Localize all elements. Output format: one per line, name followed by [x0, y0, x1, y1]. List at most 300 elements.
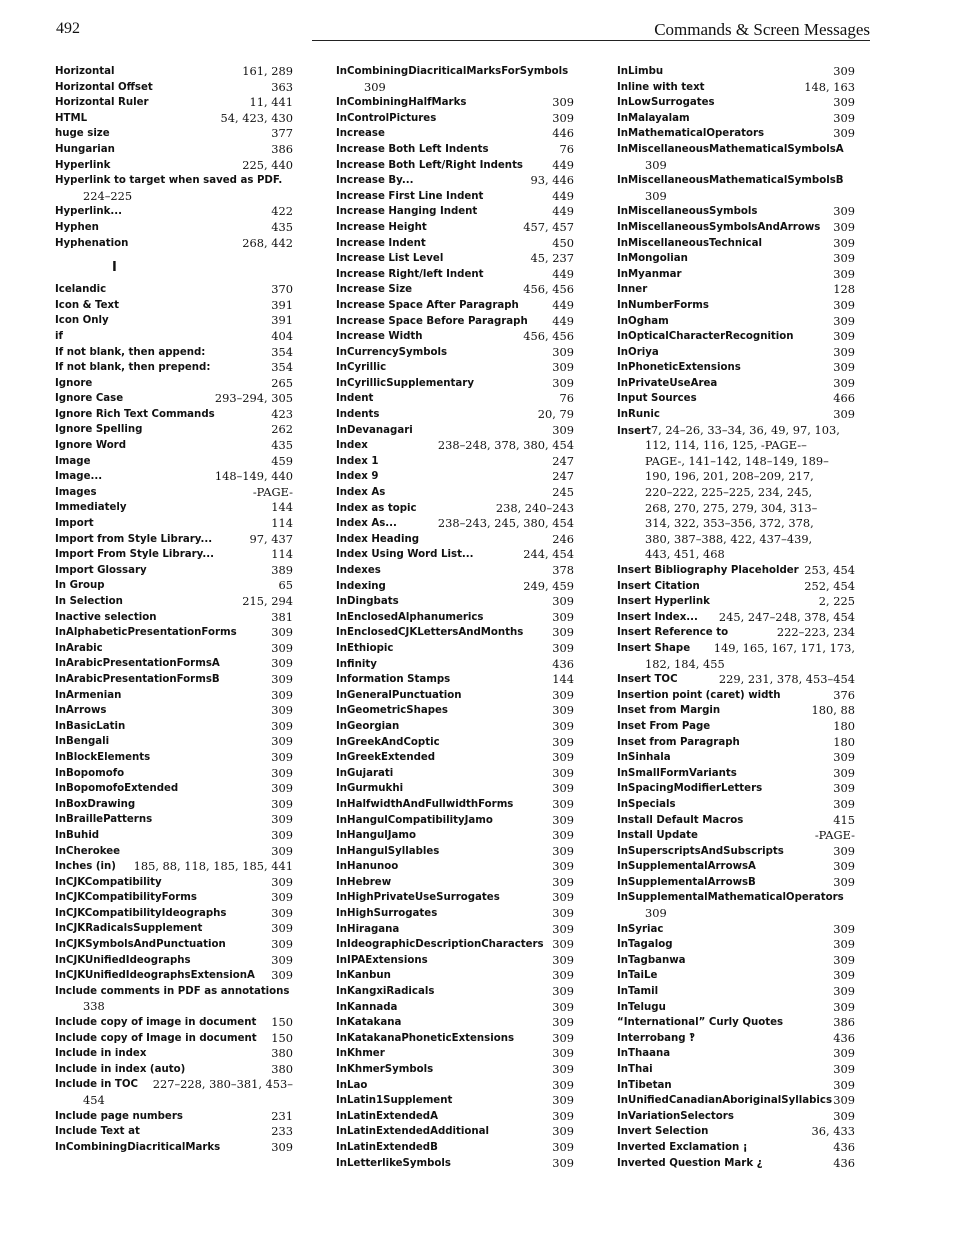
index-entry: [55, 1109, 293, 1125]
index-term: Indent: [336, 393, 374, 405]
index-term: Immediately: [55, 502, 127, 514]
index-pages: 309: [552, 360, 574, 375]
index-pages: 380: [271, 1046, 293, 1061]
index-term: InSpecials: [617, 798, 676, 810]
index-pages: 238–243, 245, 380, 454: [437, 516, 574, 531]
index-entry: [336, 1124, 574, 1140]
index-pages: 309: [271, 812, 293, 827]
index-entry: [336, 298, 574, 314]
index-entry: [336, 532, 574, 548]
index-pages: 309: [833, 859, 855, 874]
index-entry: [617, 329, 855, 345]
index-pages: 309: [833, 95, 855, 110]
index-entry: [336, 844, 574, 860]
index-entry: [617, 781, 855, 797]
index-term: Index as topic: [336, 502, 417, 514]
index-pages: 309: [271, 1139, 293, 1154]
index-term: InOpticalCharacterRecognition: [617, 331, 794, 343]
index-entry: [617, 345, 855, 361]
index-pages: 415: [833, 812, 855, 827]
index-pages: 436: [833, 1155, 855, 1170]
index-pages: 457, 457: [523, 219, 574, 234]
index-pages: 309: [271, 640, 293, 655]
index-entry: [617, 1000, 855, 1016]
index-entry: [336, 563, 574, 579]
index-term: InGeorgian: [336, 720, 400, 732]
index-pages: 309: [552, 906, 574, 921]
index-pages: 265: [271, 375, 293, 390]
index-pages: 309: [833, 375, 855, 390]
index-term: Include comments in PDF as annotations: [55, 985, 290, 997]
index-pages: 309: [833, 874, 855, 889]
index-pages: 378: [552, 563, 574, 577]
index-entry-continued: [617, 189, 855, 205]
index-entry: [55, 703, 293, 719]
index-pages: 114: [271, 516, 293, 531]
index-term: Inverted Question Mark ¿: [617, 1157, 763, 1169]
index-pages: 376: [833, 687, 855, 702]
index-pages: 309: [552, 1030, 574, 1045]
index-term: InLimbu: [617, 66, 664, 77]
index-term: InGeneralPunctuation: [336, 689, 462, 701]
index-term: Increase Both Left/Right Indents: [336, 159, 523, 171]
index-pages: 148, 163: [804, 79, 855, 94]
index-pages: 377: [271, 126, 293, 141]
index-term: InGreekExtended: [336, 752, 436, 764]
index-pages: 309: [271, 890, 293, 905]
index-entry: [336, 454, 574, 470]
index-term: Hyperlink...: [55, 206, 123, 218]
index-term: InHangulJamo: [336, 830, 417, 842]
index-pages: 380: [271, 1061, 293, 1076]
index-term: Insert: [617, 425, 651, 437]
index-entry: [336, 672, 574, 688]
index-entry: [55, 672, 293, 688]
index-entry: [336, 1156, 574, 1172]
index-entry: [617, 95, 855, 111]
index-entry: [336, 1093, 574, 1109]
index-pages: 293–294, 305: [214, 391, 293, 406]
index-entry: [617, 173, 855, 189]
index-entry: [336, 1109, 574, 1125]
index-term: InTamil: [617, 986, 659, 998]
index-entry: [336, 501, 574, 517]
index-entry: [336, 189, 574, 205]
index-entry-continued: [55, 999, 293, 1015]
index-pages: 309: [552, 1093, 574, 1108]
index-entry: [55, 688, 293, 704]
index-entry: [55, 454, 293, 470]
index-term: Inverted Exclamation ¡: [617, 1141, 748, 1153]
page-number: 492: [56, 20, 80, 37]
index-term: InLetterlikeSymbols: [336, 1157, 451, 1169]
index-entry: [617, 672, 855, 688]
index-pages: 224–225: [83, 188, 133, 203]
index-term: Include page numbers: [55, 1110, 183, 1122]
index-pages-continued: 454: [83, 1093, 105, 1107]
index-entry: [55, 142, 293, 158]
index-entry-continued: [336, 80, 574, 96]
index-entry: [336, 797, 574, 813]
index-entry: [55, 797, 293, 813]
index-term: Inline with text: [617, 81, 705, 93]
index-term: InHebrew: [336, 876, 392, 888]
index-term: Image...: [55, 471, 103, 483]
index-term: InTagalog: [617, 939, 673, 951]
index-term: Index As...: [336, 518, 397, 530]
index-pages-continued: PAGE-, 141–142, 148–149, 189–: [645, 453, 829, 468]
index-entry: [617, 407, 855, 423]
index-entry: [55, 64, 293, 80]
index-pages: 309: [271, 734, 293, 749]
index-entry: [55, 345, 293, 361]
index-term: InMongolian: [617, 253, 688, 265]
index-term: InArabicPresentationFormsB: [55, 673, 220, 685]
index-entry: [336, 703, 574, 719]
index-pages: 309: [833, 968, 855, 983]
index-entry: [617, 688, 855, 704]
index-term: Install Default Macros: [617, 814, 744, 826]
index-entry: [617, 126, 855, 142]
index-term: InMiscellaneousMathematicalSymbolsB: [617, 175, 844, 187]
index-term: InHangulSyllables: [336, 845, 440, 857]
index-entry: [55, 329, 293, 345]
index-term: Insert Reference to: [617, 627, 729, 639]
index-pages: 309: [552, 999, 574, 1014]
index-entry: [617, 953, 855, 969]
index-term: InGreekAndCoptic: [336, 736, 440, 748]
index-entry: [55, 1031, 293, 1047]
index-entry: [336, 126, 574, 142]
index-column-1: [55, 64, 293, 1155]
index-pages: 309: [364, 79, 386, 94]
index-entry: [617, 1046, 855, 1062]
index-pages: 446: [552, 126, 574, 141]
index-term: InBopomofoExtended: [55, 783, 179, 795]
index-entry: [55, 80, 293, 96]
index-term: InLatinExtendedA: [336, 1110, 438, 1122]
index-entry: [55, 313, 293, 329]
index-pages: 436: [833, 1139, 855, 1154]
index-entry: [617, 1031, 855, 1047]
index-entry: [55, 859, 293, 875]
index-term: InLatinExtendedB: [336, 1141, 438, 1153]
index-term: InDingbats: [336, 596, 399, 608]
index-entry: [617, 750, 855, 766]
index-pages: 309: [552, 1046, 574, 1061]
index-pages: 449: [552, 157, 574, 172]
index-term: Image: [55, 455, 91, 467]
header-rule: [312, 40, 870, 41]
index-term: Index 9: [336, 471, 379, 483]
index-term: Hyphenation: [55, 237, 129, 249]
index-entry: [55, 906, 293, 922]
index-term: Index Using Word List...: [336, 549, 474, 561]
index-pages: 309: [271, 905, 293, 920]
index-entry: [55, 236, 293, 252]
index-term: InKhmerSymbols: [336, 1064, 434, 1075]
index-term: Icelandic: [55, 284, 107, 296]
index-entry: [336, 282, 574, 298]
index-pages: 391: [271, 297, 293, 312]
index-term: Icon Only: [55, 315, 109, 327]
index-entry: [55, 563, 293, 579]
index-term: InEnclosedCJKLettersAndMonths: [336, 627, 524, 639]
index-entry: [336, 314, 574, 330]
index-entry: [617, 890, 855, 906]
index-entry: [617, 1109, 855, 1125]
index-entry: [617, 610, 855, 626]
index-term: Increase: [336, 128, 385, 140]
index-entry: [55, 360, 293, 376]
index-pages: 309: [833, 266, 855, 281]
index-pages: 309: [552, 640, 574, 655]
index-term: Hyperlink to target when saved as PDF.: [55, 175, 283, 187]
section-letter: [55, 251, 293, 282]
index-entry: [336, 142, 574, 158]
index-pages: 309: [552, 110, 574, 125]
index-pages: 309: [833, 750, 855, 765]
index-pages: 309: [552, 344, 574, 359]
index-pages: 268, 442: [242, 235, 293, 250]
index-entry: [336, 968, 574, 984]
index-entry: [617, 142, 855, 158]
index-pages: 309: [271, 718, 293, 733]
index-entry: [336, 1140, 574, 1156]
index-term: InKatakana: [336, 1017, 402, 1029]
index-pages-continued: 268, 270, 275, 279, 304, 313–: [645, 500, 818, 515]
index-entry: [55, 500, 293, 516]
index-term: Install Update: [617, 830, 698, 842]
index-pages: 149, 165, 167, 171, 173,: [713, 640, 855, 655]
index-entry: [55, 485, 293, 501]
index-pages: 309: [271, 968, 293, 983]
index-term: InHanunoo: [336, 861, 399, 873]
index-pages: 54, 423, 430: [220, 110, 293, 125]
index-term: Increase Hanging Indent: [336, 206, 478, 218]
index-entry: [617, 1140, 855, 1156]
index-entry: [336, 111, 574, 127]
index-pages: 309: [833, 110, 855, 125]
index-term: InIPAExtensions: [336, 954, 428, 966]
index-term: InHangulCompatibilityJamo: [336, 814, 493, 826]
index-entry: [55, 984, 293, 1000]
index-pages: 76: [559, 391, 574, 406]
index-term: If not blank, then prepend:: [55, 362, 211, 374]
index-entry-continued: [617, 906, 855, 922]
index-term: InCyrillic: [336, 362, 387, 374]
index-pages: 36, 433: [811, 1124, 855, 1139]
index-entry: [336, 329, 574, 345]
index-entry: [336, 813, 574, 829]
index-pages: 309: [552, 1108, 574, 1123]
index-pages: 65: [278, 578, 293, 593]
index-term: InCJKCompatibilityIdeographs: [55, 907, 227, 919]
index-pages: 309: [552, 1062, 574, 1076]
index-pages: 404: [271, 328, 293, 343]
index-term: Import from Style Library...: [55, 533, 213, 545]
index-term: Insert Shape: [617, 642, 691, 654]
index-term: InSupplementalArrowsA: [617, 861, 756, 873]
index-entry: [336, 251, 574, 267]
index-pages: 246: [552, 531, 574, 546]
index-pages: 245, 247–248, 378, 454: [718, 609, 855, 624]
index-term: InIdeographicDescriptionCharacters: [336, 939, 544, 951]
index-term: Hyphen: [55, 221, 99, 233]
index-entry: [55, 812, 293, 828]
index-pages: 309: [552, 828, 574, 843]
index-term: Horizontal Ruler: [55, 97, 149, 109]
index-entry: [336, 875, 574, 891]
index-term: Ignore Word: [55, 440, 127, 452]
index-entry: [55, 298, 293, 314]
index-term: InSpacingModifierLetters: [617, 783, 763, 795]
index-entry: [336, 423, 574, 439]
index-pages: 128: [833, 282, 855, 297]
index-entry: [55, 407, 293, 423]
index-term: Hungarian: [55, 143, 115, 155]
index-pages: 309: [833, 126, 855, 141]
index-entry: [617, 641, 855, 657]
index-pages: 309: [833, 344, 855, 359]
index-pages: 309: [833, 937, 855, 952]
index-pages: 309: [552, 781, 574, 796]
index-entry: [617, 1156, 855, 1172]
index-entry: [617, 579, 855, 595]
index-entry: [55, 391, 293, 407]
index-entry: [55, 890, 293, 906]
index-pages: 309: [552, 937, 574, 952]
index-entry: [336, 438, 574, 454]
index-entry: [336, 859, 574, 875]
index-pages: 93, 446: [530, 173, 574, 188]
index-term: Inches (in): [55, 861, 116, 873]
index-pages: 466: [833, 391, 855, 406]
index-pages: 436: [833, 1030, 855, 1045]
index-term: InKangxiRadicals: [336, 986, 435, 998]
index-term: InMalayalam: [617, 112, 690, 124]
index-entry: [336, 1015, 574, 1031]
index-pages: 449: [552, 188, 574, 203]
index-entry: [336, 360, 574, 376]
index-term: Information Stamps: [336, 674, 451, 686]
index-entry: [617, 314, 855, 330]
index-entry: [55, 204, 293, 220]
index-pages: 309: [645, 188, 667, 203]
index-entry: [336, 1046, 574, 1062]
index-pages-continued: 314, 322, 353–356, 372, 378,: [645, 516, 814, 531]
index-entry: [55, 111, 293, 127]
index-entry: [55, 625, 293, 641]
index-pages: 309: [552, 625, 574, 640]
index-column-3: [617, 64, 855, 1171]
index-pages: 309: [833, 1046, 855, 1061]
index-entry: [336, 890, 574, 906]
index-entry: [617, 360, 855, 376]
index-pages: 309: [552, 687, 574, 702]
index-entry: [55, 656, 293, 672]
index-pages: 249, 459: [523, 578, 574, 593]
index-entry: [336, 1000, 574, 1016]
index-pages: 309: [271, 671, 293, 686]
index-entry: [55, 282, 293, 298]
index-pages: 180, 88: [811, 703, 855, 718]
index-term: InMathematicalOperators: [617, 128, 765, 140]
index-pages: 7, 24–26, 33–34, 36, 49, 97, 103,: [650, 422, 840, 437]
index-term: InCJKUnifiedIdeographs: [55, 954, 191, 966]
index-term: Increase Both Left Indents: [336, 143, 489, 155]
index-term: InNumberForms: [617, 299, 709, 311]
index-pages: 449: [552, 204, 574, 219]
index-term: Invert Selection: [617, 1126, 709, 1138]
index-pages: 309: [833, 952, 855, 967]
index-entry: [617, 968, 855, 984]
index-term: InBlockElements: [55, 751, 151, 763]
index-entry: [617, 719, 855, 735]
index-term: InTelugu: [617, 1001, 666, 1013]
index-entry: [617, 875, 855, 891]
index-term: Include copy of image in document: [55, 1017, 257, 1029]
index-term: Indents: [336, 409, 380, 421]
index-pages-continued: 220–222, 225–225, 234, 245,: [645, 485, 813, 500]
index-term: InSinhala: [617, 752, 671, 764]
index-pages: 231: [271, 1108, 293, 1123]
index-entry: [617, 563, 855, 579]
index-term: InHiragana: [336, 923, 400, 935]
index-pages-continued: 182, 184, 455: [645, 656, 725, 671]
index-entry-continued: [617, 158, 855, 174]
index-column-2: [336, 64, 574, 1171]
index-term: Inset from Margin: [617, 705, 721, 717]
index-term: InPhoneticExtensions: [617, 362, 741, 374]
index-term: InBuhid: [55, 829, 100, 841]
index-pages: 309: [552, 765, 574, 780]
index-entry: [336, 594, 574, 610]
index-pages: 386: [833, 1015, 855, 1030]
index-entry: [617, 937, 855, 953]
index-entry: [617, 1124, 855, 1140]
index-pages: 2, 225: [818, 594, 855, 609]
index-entry: [55, 126, 293, 142]
index-term: InSupplementalMathematicalOperators: [617, 892, 844, 904]
index-term: Input Sources: [617, 393, 697, 405]
index-pages: 309: [552, 859, 574, 874]
index-entry: [617, 376, 855, 392]
index-term: InAlphabeticPresentationForms: [55, 627, 237, 639]
index-entry: [336, 1031, 574, 1047]
index-entry: [55, 594, 293, 610]
index-term: InCherokee: [55, 845, 121, 857]
index-pages: 262: [271, 422, 293, 437]
index-term: InMiscellaneousSymbolsAndArrows: [617, 221, 821, 233]
index-pages: 386: [271, 141, 293, 156]
index-term: InGujarati: [336, 767, 394, 779]
index-entry: [617, 922, 855, 938]
index-entry: [336, 984, 574, 1000]
index-entry: [617, 844, 855, 860]
index-term: InBasicLatin: [55, 720, 126, 732]
index-pages: 309: [833, 360, 855, 375]
index-entry: [55, 968, 293, 984]
index-pages: 215, 294: [242, 594, 293, 608]
index-pages: 309: [271, 952, 293, 967]
index-term: Index Heading: [336, 533, 420, 545]
index-term: InTagbanwa: [617, 954, 686, 966]
index-entry: [55, 921, 293, 937]
index-pages: 309: [271, 843, 293, 858]
index-entry: [55, 750, 293, 766]
index-term: InCJKCompatibility: [55, 876, 162, 888]
